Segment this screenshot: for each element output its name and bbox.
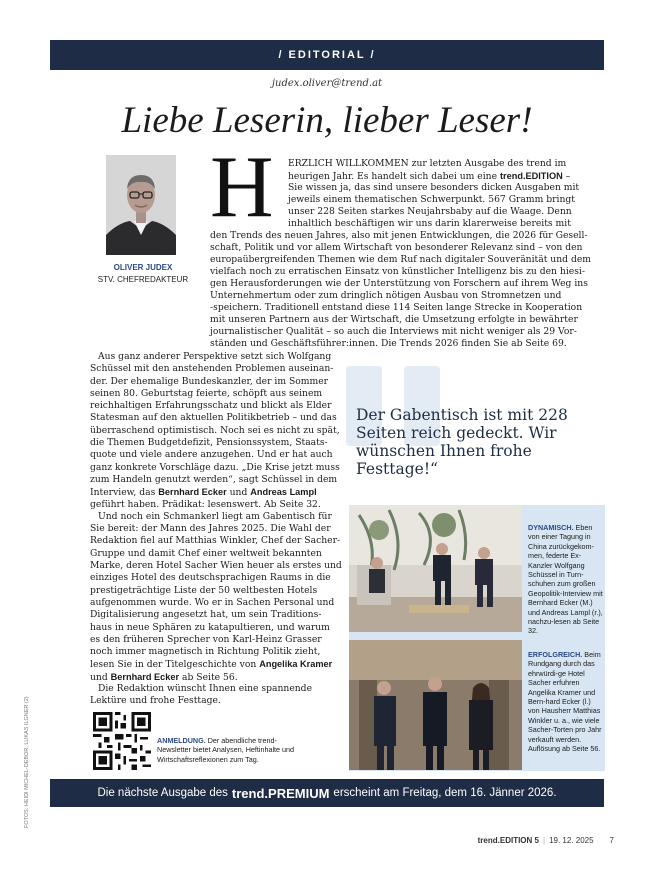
author-photo (106, 155, 176, 255)
body-line: Schüssel mit den anstehenden Problemen auseinan- (90, 363, 334, 375)
body-line: zum Handeln genutzt werden“, sagt Schüssel in dem (90, 473, 338, 485)
page-footer: trend.EDITION 5 | 19. 12. 2025 7 (477, 836, 614, 845)
intro-line: journalistischer Qualität – so auch die Interviews mit nicht weniger als 29 Vor- (210, 326, 577, 337)
page-title: Liebe Leserin, lieber Leser! (121, 100, 533, 141)
intro-line: mit unseren Partnern aus der Wirtschaft, die Umsetzung erfolgte in bewährter (210, 314, 578, 325)
section-label: / EDITORIAL / (278, 49, 376, 61)
author-ref-kramer: Angelika Kramer (259, 659, 333, 670)
body-line: Aus ganz anderer Perspektive setzt sich Wolfgang (98, 351, 332, 362)
body-line: Und noch ein Schmankerl liegt am Gabentisch für (98, 510, 332, 522)
intro-line: Unternehmertum oder zum dringlich nötigen Ausbau von Stromnetzen und (210, 290, 562, 301)
newsletter-signup-text: ANMELDUNG. Der abendliche trend-Newsletter bietet Analysen, Heftinhalte und Wirtschaftsreflexionen zum Tag. (157, 736, 295, 764)
intro-line: europaübergreifenden Themen wie dem Ruf nach digitaler Souveränität und dem (210, 254, 591, 265)
body-line: und Bernhard Ecker ab Seite 56. (90, 671, 238, 683)
body-line: noch immer magnetisch in Richtung Politik zieht, (90, 646, 321, 658)
body-line: geführt haben. Prädikat: lesenswert. Ab Seite 32. (90, 498, 321, 510)
body-line: Marke, deren Hotel Sacher Wien heuer als erstes und (90, 560, 342, 572)
body-line: Die Redaktion wünscht Ihnen eine spannende (98, 683, 312, 695)
body-line: Lektüre und frohe Festtage. (90, 695, 221, 707)
interview-photo (349, 505, 522, 632)
body-line: die Themen Budgetdefizit, Pensionssystem, Staats- (90, 437, 328, 449)
author-role: STV. CHEFREDAKTEUR (97, 275, 189, 284)
intro-line: inhaltlich beschäftigen wir uns darin klarerweise bereits mit (288, 218, 571, 229)
author-ref-lampl: Andreas Lampl (250, 487, 317, 498)
author-name: OLIVER JUDEX (113, 263, 173, 272)
hotel-sacher-photo (349, 640, 522, 770)
intro-line: vielfach noch zu erratischen Einsatz von künstlicher Intelligenz bis zu den hiesi- (210, 266, 585, 277)
intro-line: unser 228 Seiten starkes Neujahrsbaby auf die Waage. Denn (288, 206, 572, 217)
body-line: reichhaltigen Erfahrungsschatz und blickt als Elder (90, 400, 332, 412)
page-number: 7 (609, 836, 614, 845)
body-line: ganz konkrete Vorschläge dazu. „Die Krise jetzt muss (90, 461, 340, 473)
author-ref-ecker: Bernhard Ecker (158, 487, 227, 498)
body-line: Redaktion fiel auf Matthias Winkler, Chef der Sacher- (90, 535, 341, 547)
body-line: quote und viele andere anzugehen. Und er hat auch (90, 449, 333, 461)
drop-cap: H (210, 139, 274, 236)
author-portrait-image (106, 155, 176, 255)
body-line: seinen 80. Geburtstag feierte, schöpft aus seinem (90, 387, 323, 399)
trend-premium-brand: trend.PREMIUM (231, 785, 330, 801)
photo-caption-1: DYNAMISCH. Eben von einer Tagung in China zurückgekom-men, federte Ex-Kanzler Wolfgang Schüssel in Turn-schuhen zum großen Geopolitik-Interview mit Bernhard Ecker (M.) und Andreas Lampl (r.), nachzu-lesen ab Seite 32. (528, 523, 603, 636)
body-line: Statesman auf den aktuellen Politikbetrieb – und das (90, 412, 337, 424)
body-line: prestigeträchtige Liste der 50 weltbesten Hotels (90, 584, 318, 596)
issue-date: 19. 12. 2025 (549, 836, 594, 845)
pull-quote: Der Gabentisch ist mit 228 Seiten reich gedeckt. Wir wünschen Ihnen frohe Festtage!“ (356, 406, 568, 478)
body-line: haus in neue Sphären zu katapultieren, und warum (90, 621, 330, 633)
photo-caption-2: ERFOLGREICH. Beim Rundgang durch das ehrwürdi-ge Hotel Sacher erfuhren Angelika Kramer und Bern-hard Ecker (l.) von Hausherr Matthias Winkler u. a., wie viele Sacher-Torten pro Jahr verkauft werden. Auflösung ab Seite 56. (528, 650, 602, 754)
body-column (90, 351, 342, 708)
intro-line: den Trends des neuen Jahres, also mit jenen Entwicklungen, die 2026 für Gesell- (210, 230, 588, 241)
body-line: Interview, das Bernhard Ecker und Andreas Lampl (90, 487, 317, 499)
section-banner (50, 40, 604, 70)
body-line: lesen Sie in der Titelgeschichte von Angelika Kramer (90, 659, 333, 671)
intro-line: Sie wissen ja, das sind unsere besonders dicken Ausgaben mit (288, 182, 580, 193)
next-issue-banner: Die nächste Ausgabe des trend.PREMIUM erscheint am Freitag, dem 16. Jänner 2026. (50, 779, 604, 807)
author-ref-ecker-2: Bernhard Ecker (110, 671, 180, 682)
photo-credit: FOTOS: HEIDI MICHEL-DEBOR, LUKAS ILGNER (2) (24, 696, 30, 828)
trend-edition-brand: trend.EDITION (499, 171, 563, 181)
intro-line: ERZLICH WILLKOMMEN zur letzten Ausgabe des trend im (288, 158, 567, 169)
body-line: Digitalisierung angesetzt hat, um sein Traditions- (90, 609, 322, 621)
intro-line: schaft, Politik und vor allem Wirtschaft von besonderer Relevanz sind – von den (210, 242, 583, 253)
edition-label: trend.EDITION 5 (477, 836, 539, 845)
body-line: einziges Hotel des deutschsprachigen Raums in die (90, 572, 331, 584)
body-line: Gruppe und damit Chef einer weltweit bekannten (90, 547, 322, 559)
body-line: es den früheren Sprecher von Karl-Heinz Grasser (90, 633, 322, 645)
body-line: aufgenommen wurde. Wo er in Sachen Personal und (90, 596, 335, 608)
intro-line: ständen und Geschäftsführer:innen. Die Trends 2026 finden Sie ab Seite 69. (210, 338, 567, 349)
body-line: der. Der ehemalige Bundeskanzler, der im Sommer (90, 375, 329, 387)
author-email[interactable]: judex.oliver@trend.at (271, 78, 383, 89)
newsletter-qr-code[interactable] (93, 712, 151, 770)
intro-line: -speichern. Traditionell entstand diese 114 Seiten lange Strecke in Kooperation (210, 302, 583, 313)
intro-line: gen Herausforderungen wie der Unterstützung von Forschern auf ihrem Weg ins (210, 278, 588, 289)
body-line: Sie bereit: der Mann des Jahres 2025. Die Wahl der (90, 523, 331, 535)
intro-line: heurigen Jahr. Es handelt sich dabei um eine trend.EDITION – (288, 171, 571, 182)
body-line: überraschend optimistisch. Noch sei es nicht zu spät, (90, 424, 340, 436)
intro-line: jeweils einem thematischen Schwerpunkt. 567 Gramm bringt (288, 194, 575, 205)
